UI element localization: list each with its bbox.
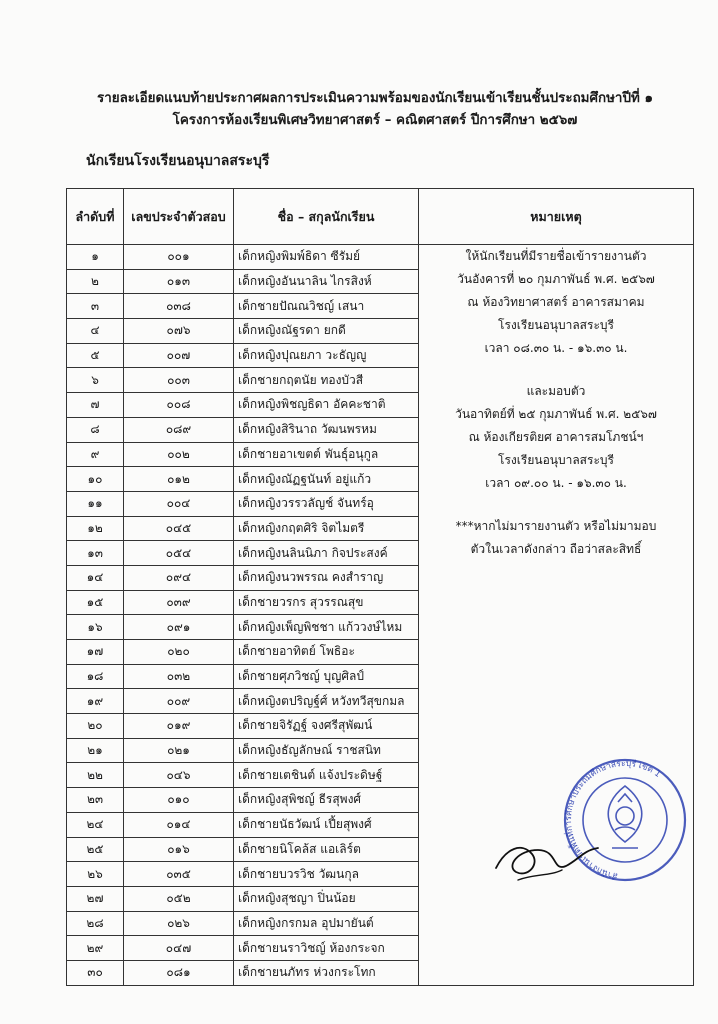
student-name-cell: เด็กชายอาทิตย์ โพธิอะ — [234, 640, 419, 665]
exam-id-cell: ๐๔๕ — [124, 516, 234, 541]
student-name-cell: เด็กหญิงตปริญฐ์ศ์ หวังทวีสุขกมล — [234, 689, 419, 714]
student-name-cell: เด็กหญิงพิมพ์ธิดา ซีรัมย์ — [234, 245, 419, 270]
row-number: ๑๔ — [67, 565, 124, 590]
student-name-cell: เด็กหญิงนวพรรณ คงสำราญ — [234, 565, 419, 590]
student-name-cell: เด็กชายบวรวิช วัฒนกุล — [234, 862, 419, 887]
exam-id-cell: ๐๑๒ — [124, 467, 234, 492]
student-name-cell: เด็กชายวรกร สุวรรณสุข — [234, 590, 419, 615]
remarks-line: โรงเรียนอนุบาลสระบุรี — [498, 318, 614, 332]
student-name-cell: เด็กหญิงสุพิชญ์ ธีรสุพงศ์ — [234, 788, 419, 813]
row-number: ๒๐ — [67, 714, 124, 739]
header-no: ลำดับที่ — [67, 189, 124, 245]
student-name-cell: เด็กหญิงกฤตศิริ จิตไมตรี — [234, 516, 419, 541]
exam-id-cell: ๐๒๑ — [124, 738, 234, 763]
student-name-cell: เด็กหญิงปุณยภา วะธัญญู — [234, 343, 419, 368]
exam-id-cell: ๐๐๒ — [124, 442, 234, 467]
row-number: ๕ — [67, 343, 124, 368]
row-number: ๗ — [67, 393, 124, 418]
exam-id-cell: ๐๕๒ — [124, 886, 234, 911]
row-number: ๙ — [67, 442, 124, 467]
signature-mark — [488, 820, 608, 890]
header-remarks: หมายเหตุ — [419, 189, 694, 245]
row-number: ๑๘ — [67, 664, 124, 689]
row-number: ๒๖ — [67, 862, 124, 887]
student-name-cell: เด็กหญิงณัฏฐนันท์ อยู่แก้ว — [234, 467, 419, 492]
student-name-cell: เด็กหญิงวรรวลัญช์ จันทร์อุ — [234, 491, 419, 516]
school-label: นักเรียนโรงเรียนอนุบาลสระบุรี — [86, 153, 270, 169]
exam-id-cell: ๐๓๙ — [124, 590, 234, 615]
exam-id-cell: ๐๐๓ — [124, 368, 234, 393]
exam-id-cell: ๐๕๔ — [124, 541, 234, 566]
row-number: ๒๓ — [67, 788, 124, 813]
student-name-cell: เด็กชายศุภวิชญ์ บุญศิลป์ — [234, 664, 419, 689]
remarks-line: ให้นักเรียนที่มีรายชื่อเข้ารายงานตัว — [465, 249, 647, 263]
student-name-cell: เด็กหญิงนลินนิภา กิจประสงค์ — [234, 541, 419, 566]
row-number: ๑๙ — [67, 689, 124, 714]
remarks-line: วันอาทิตย์ที่ ๒๕ กุมภาพันธ์ พ.ศ. ๒๕๖๗ — [455, 407, 657, 421]
header-exam-id: เลขประจำตัวสอบ — [124, 189, 234, 245]
exam-id-cell: ๐๑๖ — [124, 837, 234, 862]
exam-id-cell: ๐๘๙ — [124, 417, 234, 442]
remarks-line: เวลา ๐๘.๓๐ น. - ๑๖.๓๐ น. — [484, 341, 628, 355]
row-number: ๑ — [67, 245, 124, 270]
exam-id-cell: ๐๑๓ — [124, 269, 234, 294]
row-number: ๒๕ — [67, 837, 124, 862]
remarks-block3 — [423, 515, 689, 561]
row-number: ๑๓ — [67, 541, 124, 566]
table-header-row — [67, 189, 694, 245]
row-number: ๒๗ — [67, 886, 124, 911]
exam-id-cell: ๐๑๐ — [124, 788, 234, 813]
exam-id-cell: ๐๓๘ — [124, 294, 234, 319]
remarks-line: ณ ห้องเกียรติยศ อาคารสมโภชน์ฯ — [468, 430, 644, 444]
student-name-cell: เด็กชายกฤตนัย ทองบัวสี — [234, 368, 419, 393]
remarks-line: ณ ห้องวิทยาศาสตร์ อาคารสมาคม — [467, 295, 645, 309]
student-name-cell: เด็กหญิงธัญลักษณ์ ราชสนิท — [234, 738, 419, 763]
student-name-cell: เด็กชายอาเขตต์ พันธุ์อนุกูล — [234, 442, 419, 467]
student-name-cell: เด็กชายจิรัฏฐ์ จงศรีสุพัฒน์ — [234, 714, 419, 739]
table-row — [67, 245, 694, 270]
row-number: ๓๐ — [67, 960, 124, 985]
exam-id-cell: ๐๙๑ — [124, 615, 234, 640]
exam-id-cell: ๐๒๖ — [124, 911, 234, 936]
exam-id-cell: ๐๒๐ — [124, 640, 234, 665]
exam-id-cell: ๐๐๘ — [124, 393, 234, 418]
row-number: ๒๑ — [67, 738, 124, 763]
row-number: ๑๑ — [67, 491, 124, 516]
row-number: ๔ — [67, 319, 124, 344]
exam-id-cell: ๐๐๙ — [124, 689, 234, 714]
exam-id-cell: ๐๙๔ — [124, 565, 234, 590]
remarks-block2 — [423, 380, 689, 495]
exam-id-cell: ๐๔๖ — [124, 763, 234, 788]
exam-id-cell: ๐๑๙ — [124, 714, 234, 739]
student-name-cell: เด็กหญิงกรกมล อุปมายันต์ — [234, 911, 419, 936]
remarks-line: วันอังคารที่ ๒๐ กุมภาพันธ์ พ.ศ. ๒๕๖๗ — [457, 272, 655, 286]
document-title — [70, 88, 680, 132]
exam-id-cell: ๐๓๒ — [124, 664, 234, 689]
remarks-line: โรงเรียนอนุบาลสระบุรี — [498, 453, 614, 467]
exam-id-cell: ๐๘๑ — [124, 960, 234, 985]
row-number: ๘ — [67, 417, 124, 442]
row-number: ๖ — [67, 368, 124, 393]
exam-id-cell: ๐๓๕ — [124, 862, 234, 887]
exam-id-cell: ๐๗๖ — [124, 319, 234, 344]
row-number: ๑๕ — [67, 590, 124, 615]
student-name-cell: เด็กชายนิโคล้ส แอเลิร์ต — [234, 837, 419, 862]
row-number: ๓ — [67, 294, 124, 319]
stamp-ring-text: สำนักงานเขตพื้นที่การศึกษาประถมศึกษาสระบุรี เขต 1 — [564, 758, 663, 881]
student-name-cell: เด็กหญิงอันนาลิน ไกรสิงห์ — [234, 269, 419, 294]
student-name-cell: เด็กหญิงสิรินาถ วัฒนพรหม — [234, 417, 419, 442]
remarks-block1 — [423, 245, 689, 360]
student-name-cell: เด็กหญิงณัฐรดา ยกดี — [234, 319, 419, 344]
student-name-cell: เด็กชายปัณณวิชญ์ เสนา — [234, 294, 419, 319]
emblem-icon — [608, 786, 642, 848]
student-name-cell: เด็กหญิงสุชญา ปิ่นน้อย — [234, 886, 419, 911]
title-line-1: รายละเอียดแนบท้ายประกาศผลการประเมินความพร้อมของนักเรียนเข้าเรียนชั้นประถมศึกษาปีที่ ๑ — [97, 91, 653, 106]
remarks-line: ตัวในเวลาดังกล่าว ถือว่าสละสิทธิ์ — [470, 542, 642, 556]
student-name-cell: เด็กชายนภัทร ห่วงกระโทก — [234, 960, 419, 985]
row-number: ๒๔ — [67, 812, 124, 837]
remarks-line: และมอบตัว — [526, 384, 586, 398]
student-name-cell: เด็กชายนราวิชญ์ ห้องกระจก — [234, 936, 419, 961]
row-number: ๒ — [67, 269, 124, 294]
row-number: ๒๙ — [67, 936, 124, 961]
title-line-2: โครงการห้องเรียนพิเศษวิทยาศาสตร์ – คณิตศาสตร์ ปีการศึกษา ๒๕๖๗ — [172, 113, 578, 128]
exam-id-cell: ๐๐๑ — [124, 245, 234, 270]
row-number: ๒๘ — [67, 911, 124, 936]
row-number: ๑๖ — [67, 615, 124, 640]
exam-id-cell: ๐๔๗ — [124, 936, 234, 961]
row-number: ๑๐ — [67, 467, 124, 492]
row-number: ๑๗ — [67, 640, 124, 665]
student-name-cell: เด็กหญิงเพ็ญพิชชา แก้ววงษ์ไหม — [234, 615, 419, 640]
row-number: ๑๒ — [67, 516, 124, 541]
student-name-cell: เด็กชายเตชินต์ แจ้งประดิษฐ์ — [234, 763, 419, 788]
header-name: ชื่อ – สกุลนักเรียน — [234, 189, 419, 245]
remarks-line: เวลา ๐๙.๐๐ น. - ๑๖.๓๐ น. — [485, 476, 627, 490]
student-name-cell: เด็กชายนัธวัฒน์ เปี้ยสุพงศ์ — [234, 812, 419, 837]
exam-id-cell: ๐๐๔ — [124, 491, 234, 516]
remarks-line: ***หากไม่มารายงานตัว หรือไม่มามอบ — [455, 519, 657, 533]
row-number: ๒๒ — [67, 763, 124, 788]
exam-id-cell: ๐๐๗ — [124, 343, 234, 368]
student-name-cell: เด็กหญิงพิชญธิดา อัคคะชาติ — [234, 393, 419, 418]
exam-id-cell: ๐๑๔ — [124, 812, 234, 837]
